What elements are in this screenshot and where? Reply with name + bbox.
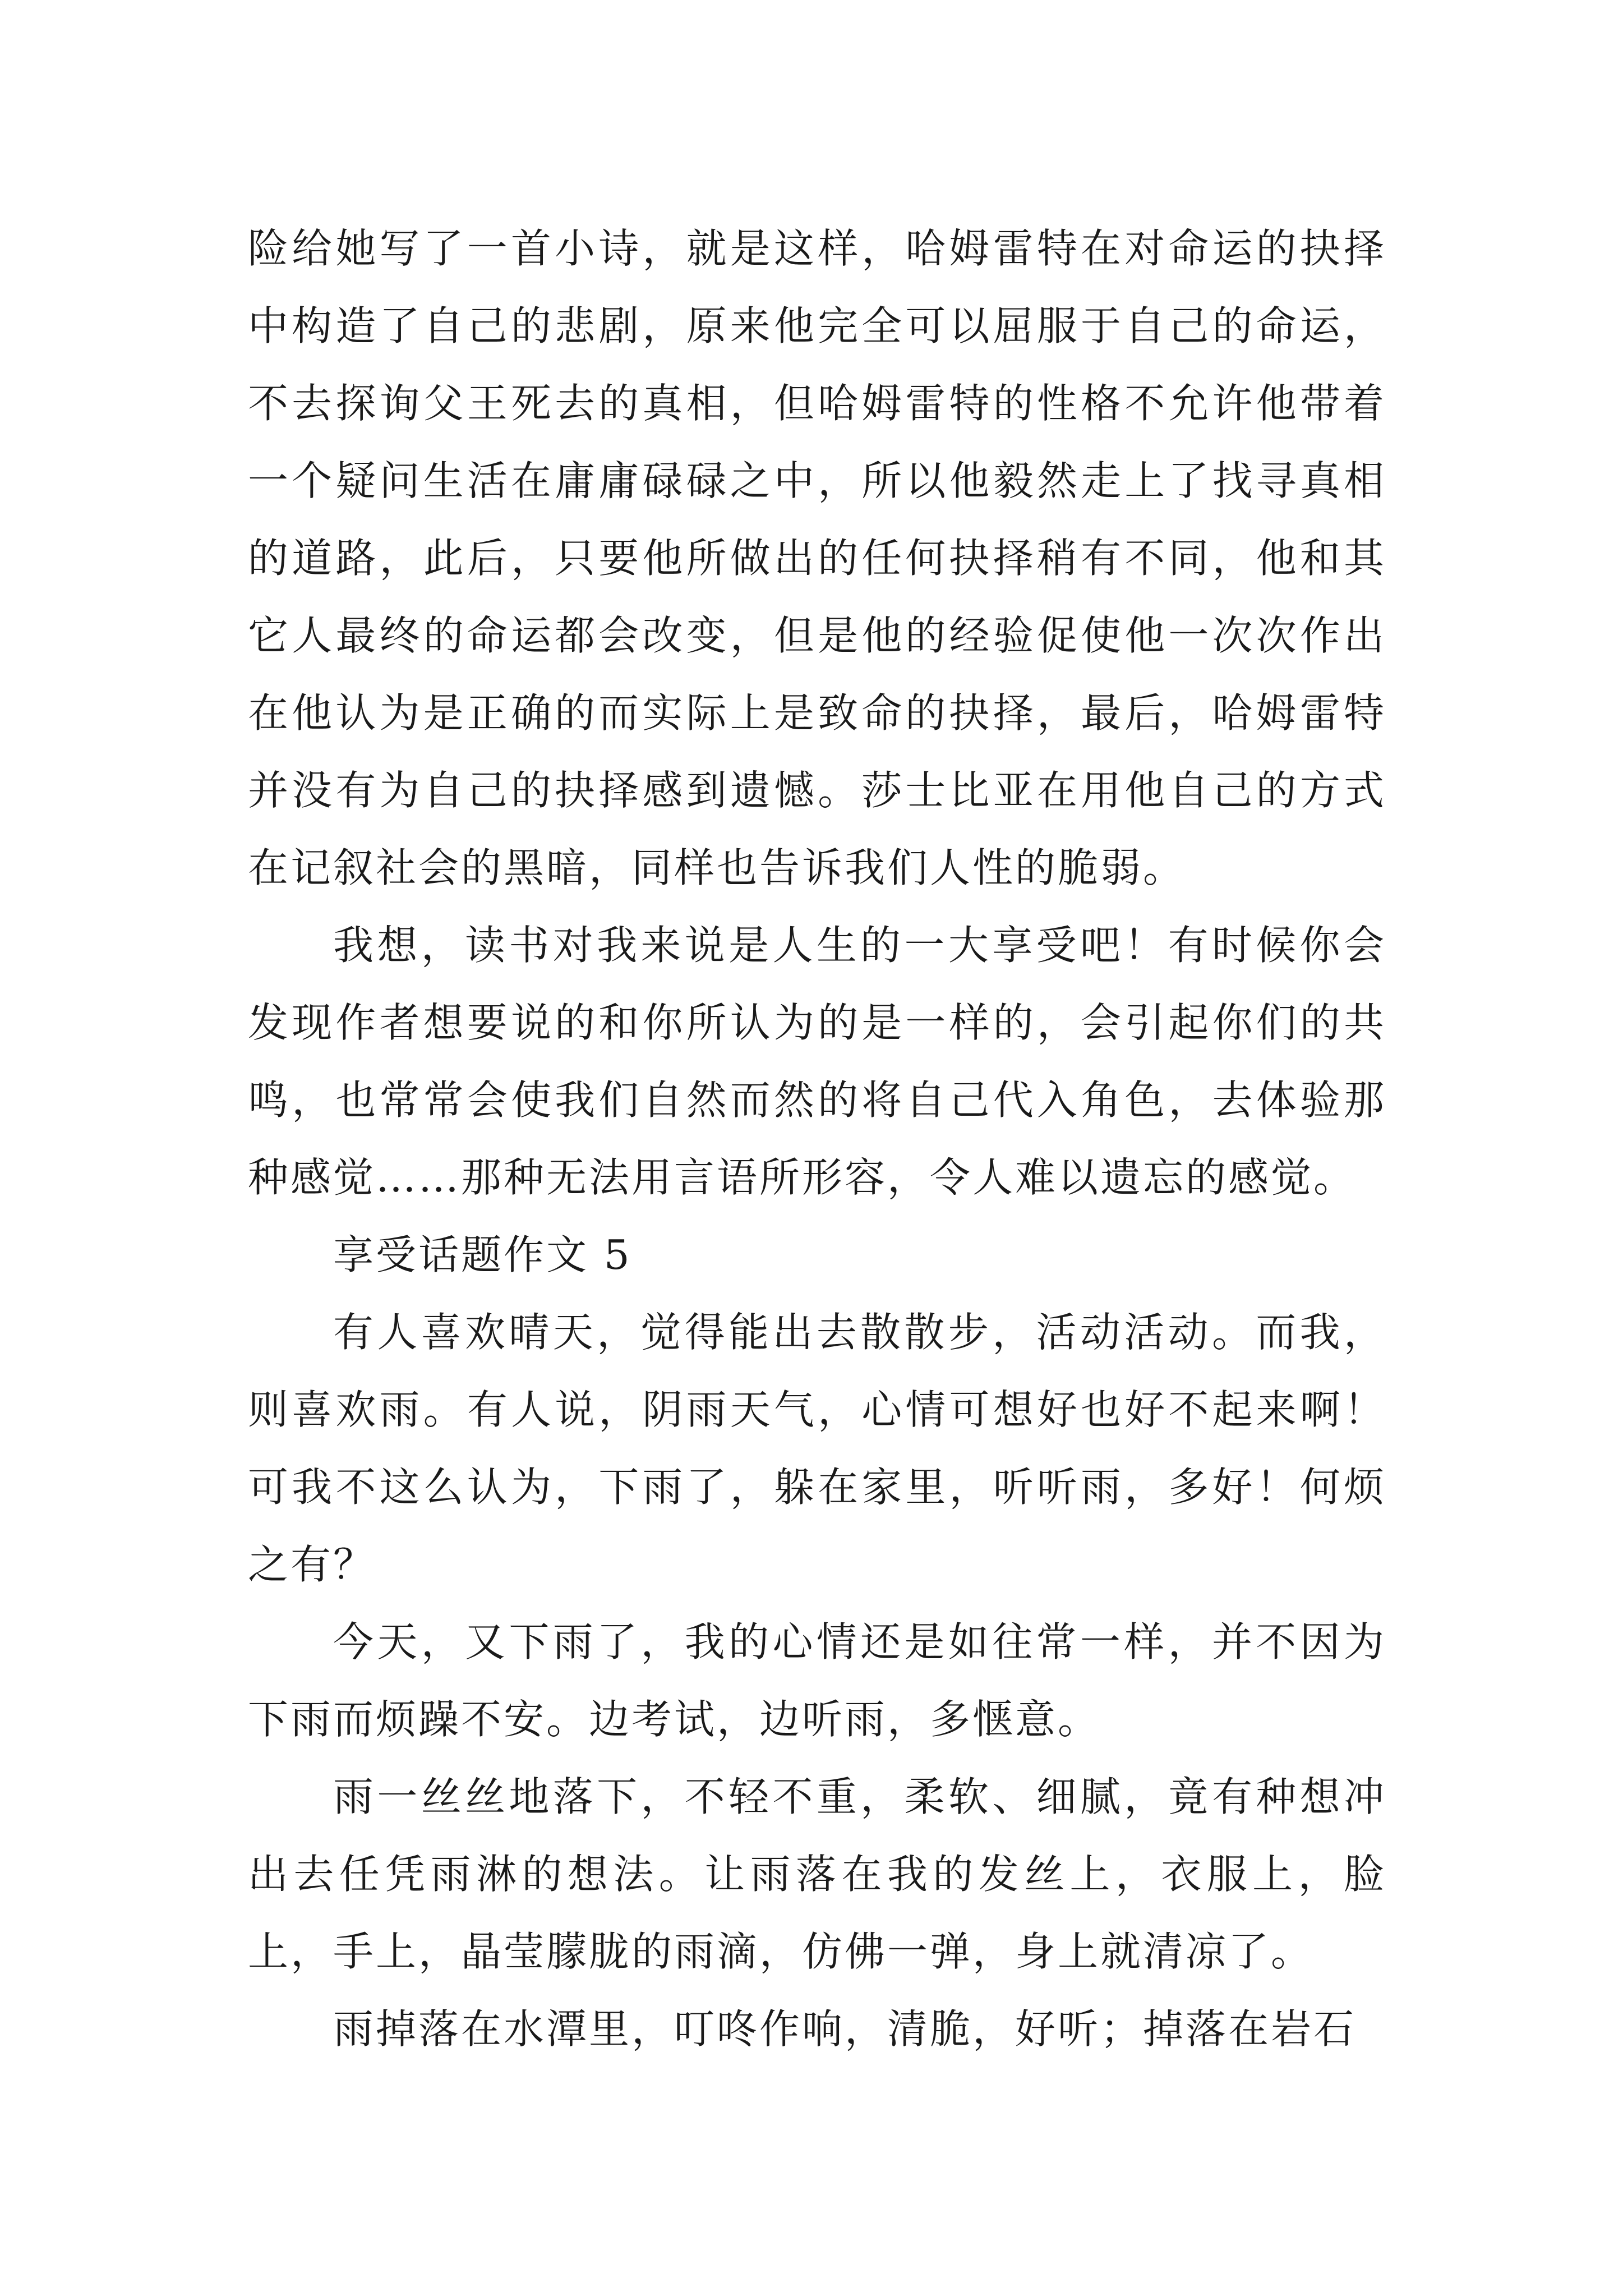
paragraph: 险给她写了一首小诗，就是这样，哈姆雷特在对命运的抉择中构造了自己的悲剧，原来他完全可以屈服于自己的命运，不去探询父王死去的真相，但哈姆雷特的性格不允许他带着一个疑问生活在庸庸碌碌之中，所以他毅然走上了找寻真相的道路，此后，只要他所做出的任何抉择稍有不同，他和其它人最终的命运都会改变，但是他的经验促使他一次次作出在他认为是正确的而实际上是致命的抉择，最后，哈姆雷特并没有为自己的抉择感到遗憾。莎士比亚在用他自己的方式在记叙社会的黑暗，同样也告诉我们人性的脆弱。 <box>248 225 1386 891</box>
paragraph: 今天，又下雨了，我的心情还是如往常一样，并不因为下雨而烦躁不安。边考试，边听雨，多惬意。 <box>248 1618 1386 1743</box>
paragraph: 我想，读书对我来说是人生的一大享受吧！有时候你会发现作者想要说的和你所认为的是一样的，会引起你们的共鸣，也常常会使我们自然而然的将自己代入角色，去体验那种感觉……那种无法用言语所形容，令人难以遗忘的感觉。 <box>248 922 1386 1201</box>
paragraph: 有人喜欢晴天，觉得能出去散散步，活动活动。而我，则喜欢雨。有人说，阴雨天气，心情可想好也好不起来啊！可我不这么认为，下雨了，躲在家里，听听雨，多好！何烦之有？ <box>248 1309 1386 1588</box>
paragraph: 雨一丝丝地落下，不轻不重，柔软、细腻，竟有种想冲出去任凭雨淋的想法。让雨落在我的发丝上，衣服上，脸上，手上，晶莹朦胧的雨滴，仿佛一弹，身上就清凉了。 <box>248 1773 1386 1975</box>
document-body <box>248 210 1386 2068</box>
section-heading: 享受话题作文 5 <box>333 1231 632 1278</box>
paragraph: 雨掉落在水潭里，叮咚作响，清脆，好听；掉落在岩石 <box>333 2005 1357 2053</box>
